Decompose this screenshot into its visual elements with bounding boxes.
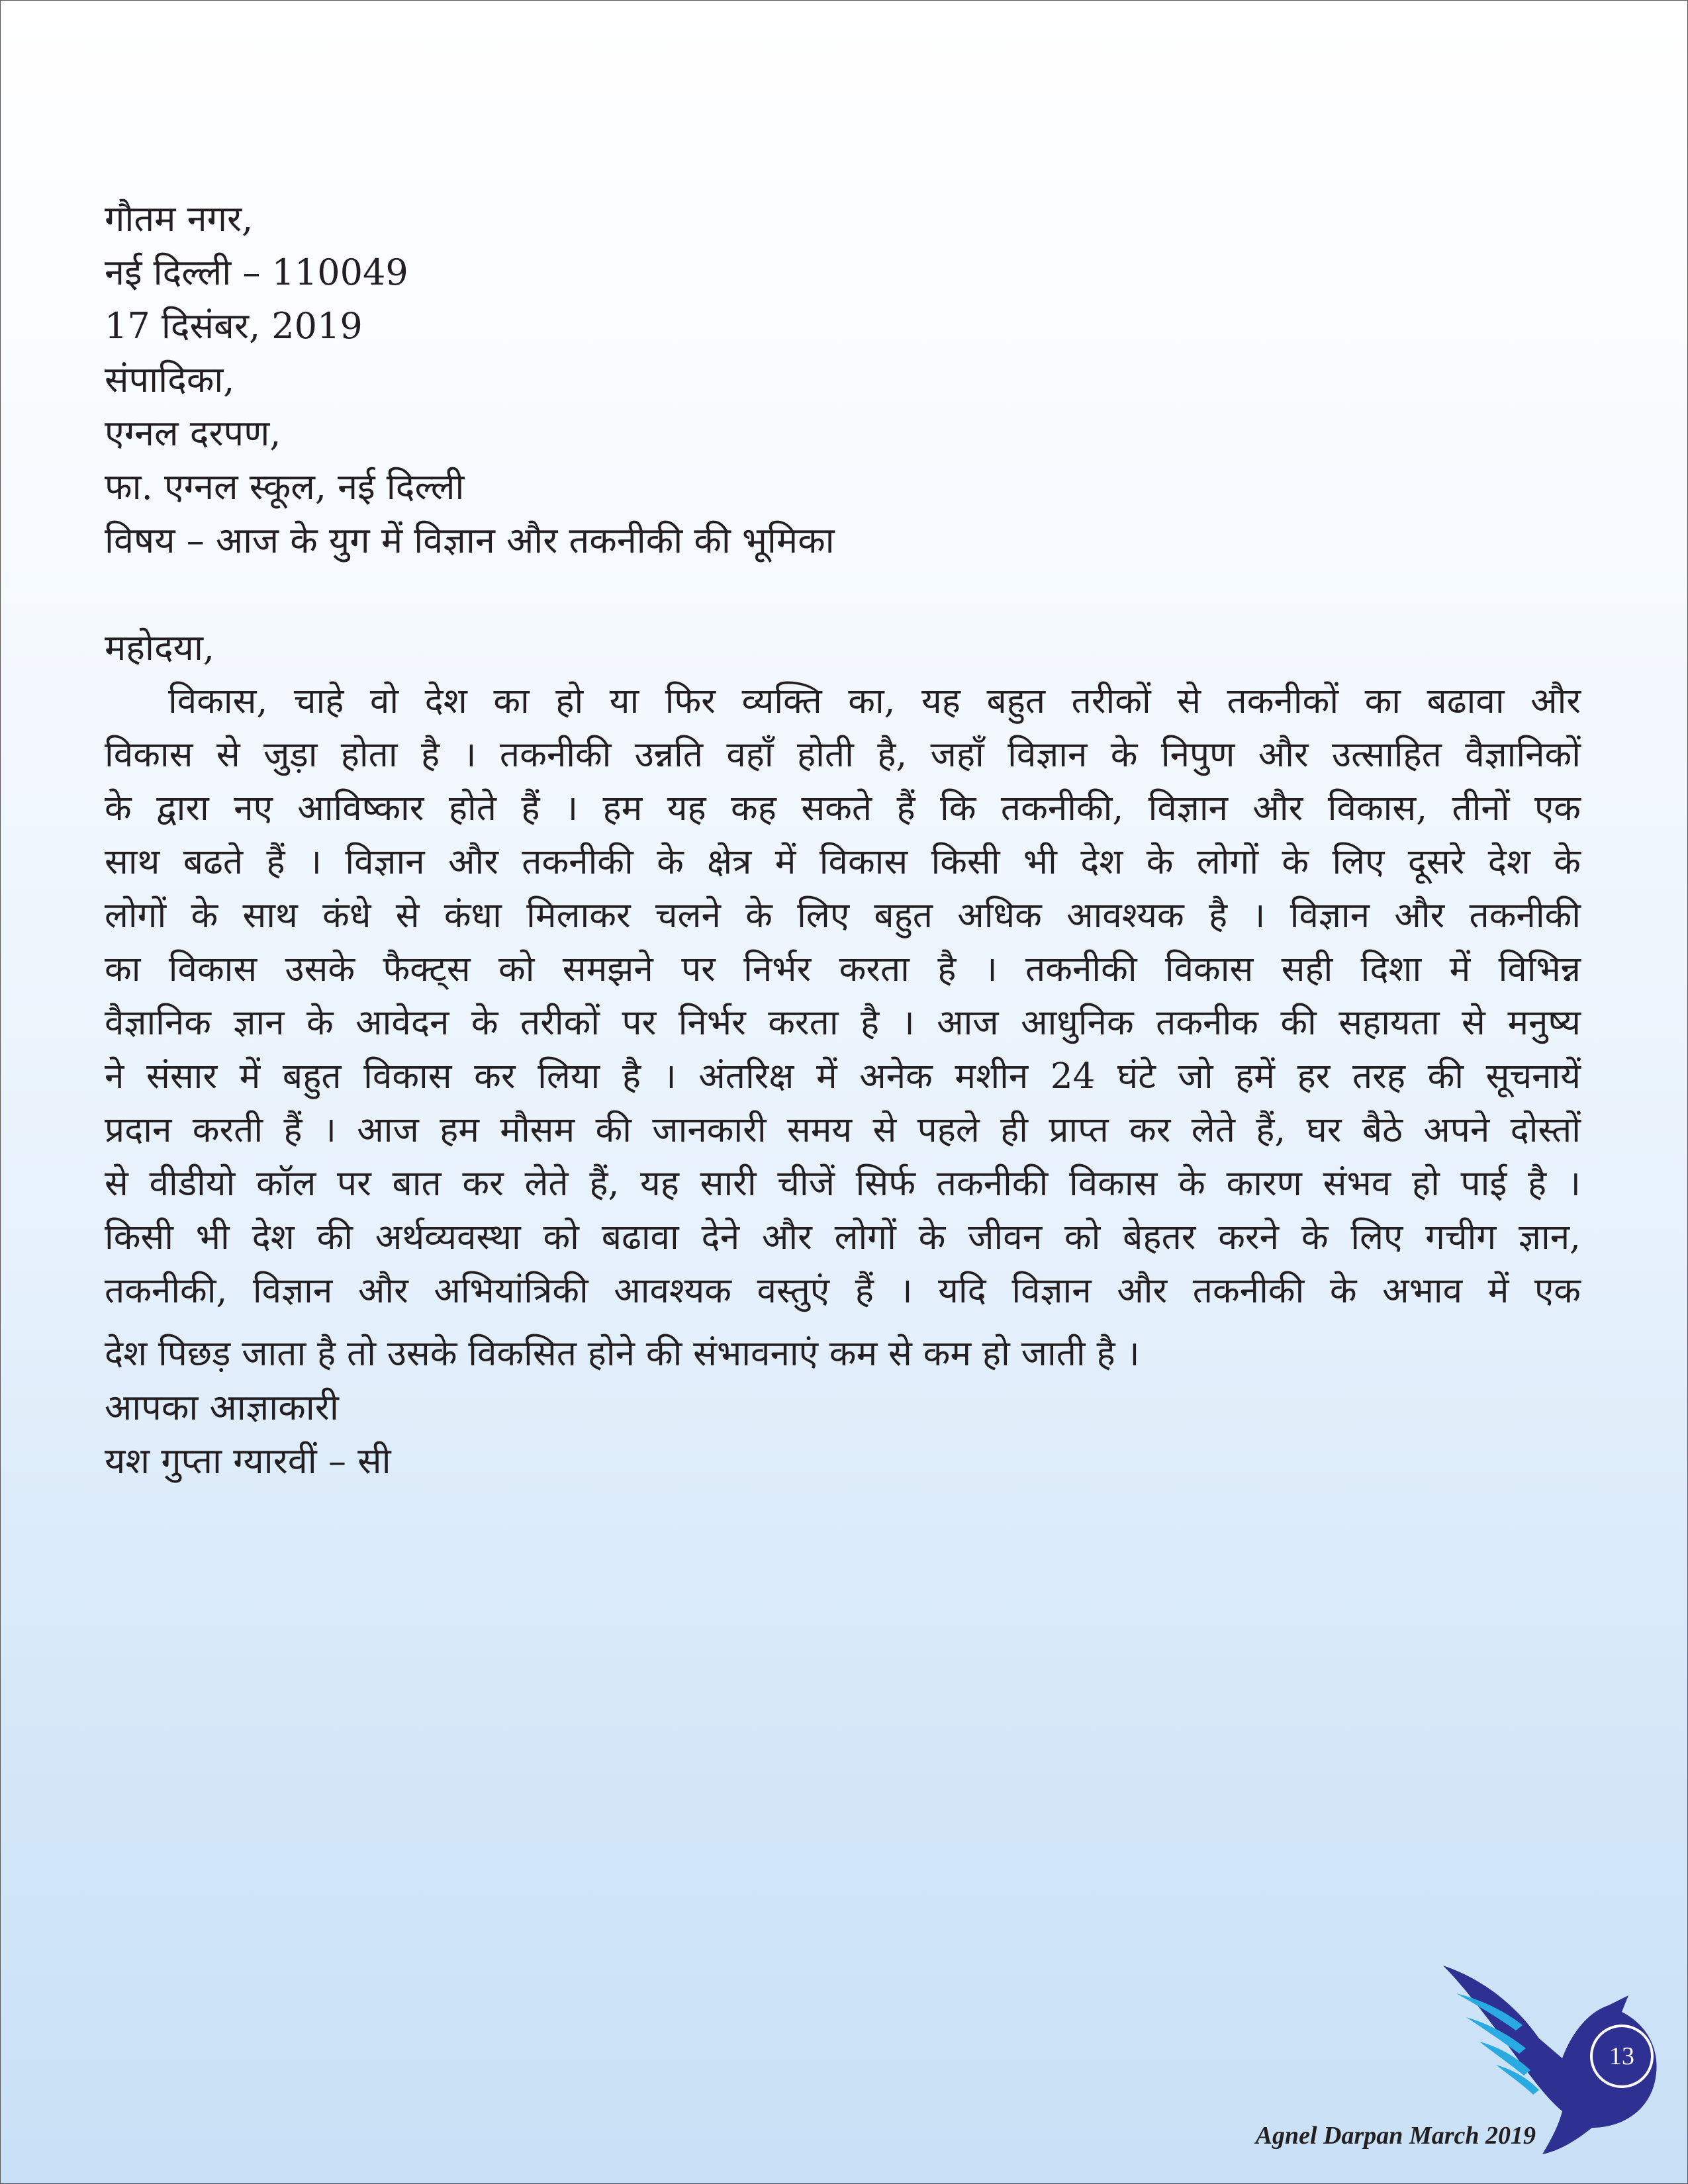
body-line: विकास, चाहे वो देश का हो या फिर व्यक्ति का, यह बहुत तरीकों से तकनीकों का बढावा और	[168, 681, 1581, 721]
body-line: तकनीकी, विज्ञान और अभियांत्रिकी आवश्यक वस्तुएं हैं । यदि विज्ञान और तकनीकी के अभाव में एक	[105, 1271, 1581, 1311]
letter-body	[105, 674, 1581, 1381]
letter-date: 17 दिसंबर, 2019	[105, 305, 363, 347]
body-line: से वीडीयो कॉल पर बात कर लेते हैं, यह सारी चीजें सिर्फ तकनीकी विकास के कारण संभव हो पाई है ।	[105, 1163, 1581, 1204]
letter-subject: विषय – आज के युग में विज्ञान और तकनीकी की भूमिका	[105, 520, 835, 561]
body-line: के द्वारा नए आविष्कार होते हैं । हम यह कह सकते हैं कि तकनीकी, विज्ञान और विकास, तीनों एक	[105, 788, 1581, 829]
signature: यश गुप्ता ग्यारवीं – सी	[105, 1440, 391, 1482]
body-line: विकास से जुड़ा होता है । तकनीकी उन्नति वहाँ होती है, जहाँ विज्ञान के निपुण और उत्साहित वैज्ञानिकों	[105, 735, 1581, 775]
body-line: लोगों के साथ कंधे से कंधा मिलाकर चलने के लिए बहुत अधिक आवश्यक है । विज्ञान और तकनीकी	[105, 895, 1581, 936]
body-line: का विकास उसके फैक्ट्स को समझने पर निर्भर करता है । तकनीकी विकास सही दिशा में विभिन्न	[105, 949, 1581, 989]
body-line: प्रदान करती हैं । आज हम मौसम की जानकारी समय से पहले ही प्राप्त कर लेते हैं, घर बैठे अपने दोस्तों	[105, 1110, 1581, 1150]
body-line: साथ बढते हैं । विज्ञान और तकनीकी के क्षेत्र में विकास किसी भी देश के लोगों के लिए दूसरे देश के	[105, 842, 1581, 882]
address-line-2: नई दिल्ली – 110049	[105, 251, 408, 293]
body-line: ने संसार में बहुत विकास कर लिया है । अंतरिक्ष में अनेक मशीन 24 घंटे जो हमें हर तरह की सूचनायें	[105, 1056, 1581, 1097]
address-line-1: गौतम नगर,	[105, 198, 254, 240]
page-number: 13	[1609, 2042, 1634, 2070]
salutation: महोदया,	[105, 627, 215, 668]
publication-footer: Agnel Darpan March 2019	[1255, 2122, 1536, 2150]
body-line: किसी भी देश की अर्थव्यवस्था को बढावा देने और लोगों के जीवन को बेहतर करने के लिए गचीग ज्ञान,	[105, 1217, 1581, 1257]
recipient-school: फा. एग्नल स्कूल, नई दिल्ली	[105, 466, 465, 508]
body-line: देश पिछड़ जाता है तो उसके विकसित होने की संभावनाएं कम से कम हो जाती है ।	[105, 1334, 1140, 1374]
spacer	[105, 567, 1581, 621]
closing: आपका आज्ञाकारी	[105, 1387, 339, 1428]
letter	[105, 192, 1581, 1488]
body-line: वैज्ञानिक ज्ञान के आवेदन के तरीकों पर निर्भर करता है । आज आधुनिक तकनीक की सहायता से मनुष्य	[105, 1003, 1581, 1043]
recipient-title: संपादिका,	[105, 359, 235, 400]
recipient-publication: एग्नल दरपण,	[105, 412, 281, 454]
